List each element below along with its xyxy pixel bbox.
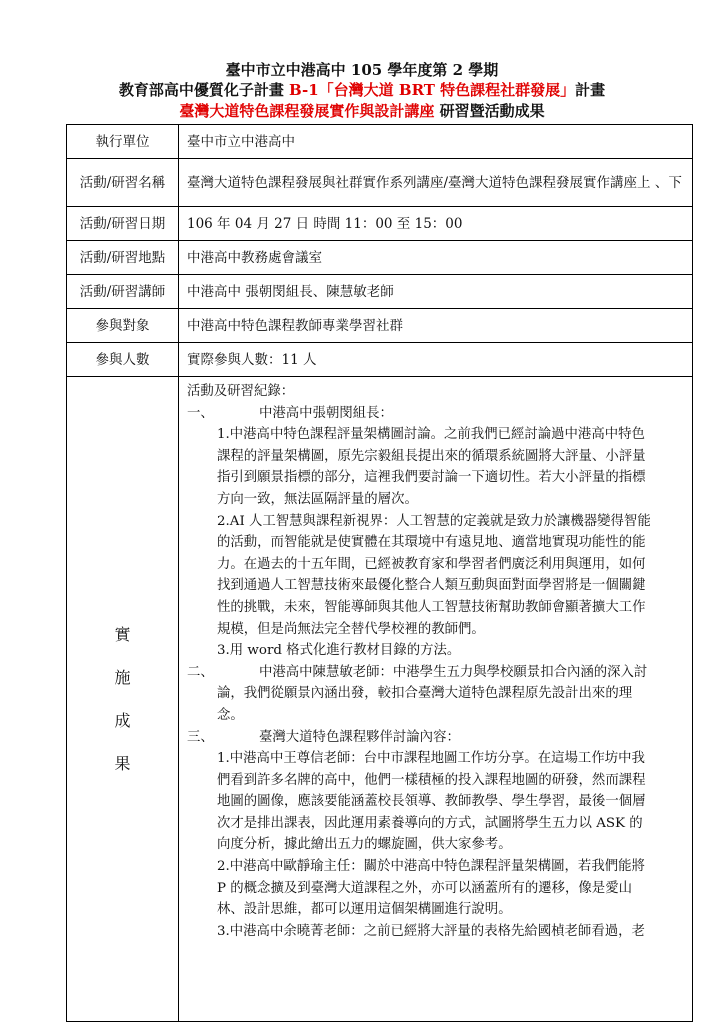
record-line: 指引到願景指標的部分，這裡我們要討論一下適切性。若大小評量的指標: [217, 470, 646, 486]
program-title-prefix: 教育部高中優質化子計畫: [118, 81, 290, 99]
results-label-char: 果: [114, 754, 131, 773]
record-line: 3.用 word 格式化進行教材目錄的方法。: [217, 643, 461, 659]
table-row: [67, 275, 693, 309]
event-title-suffix: 研習暨活動成果: [434, 102, 545, 120]
section-heading: [187, 662, 684, 684]
record-line: 的活動，而智能就是使實體在其環境中有遠見地、適當地實現功能性的能: [217, 535, 646, 551]
section-number: 三、: [187, 729, 214, 745]
row-label: 參與人數: [67, 343, 179, 377]
record-line: 力。在過去的十五年間，已經被教育家和學習者們廣泛利用與運用，如何: [217, 556, 646, 572]
record-line: 林、設計思維，都可以運用這個架構圖進行說明。: [217, 902, 512, 918]
record-line: 2.AI 人工智慧與課程新視界：人工智慧的定義就是致力於讓機器變得智能: [217, 513, 651, 529]
row-value: 中港高中 張朝閔組長、陳慧敏老師: [179, 275, 693, 309]
section-heading: [187, 727, 684, 749]
row-label: 活動/研習日期: [67, 207, 179, 241]
row-value: 中港高中特色課程教師專業學習社群: [179, 309, 693, 343]
record-line: 2.中港高中歐靜瑜主任：關於中港高中特色課程評量架構圖，若我們能將: [217, 859, 645, 875]
row-value: 中港高中教務處會議室: [179, 241, 693, 275]
record-intro: 活動及研習紀錄：: [187, 384, 295, 399]
record-line: 向度分析，據此繪出五力的螺旋圖，供大家參考。: [217, 837, 512, 853]
results-label-char: 實: [114, 625, 131, 644]
record-line: 地圖的圖像，應該要能涵蓋校長領導、教師教學、學生學習，最後一個層: [217, 794, 646, 810]
record-line: 論，我們從願景內涵出發，較扣合臺灣大道特色課程原先設計出來的理: [217, 686, 633, 702]
row-label: 活動/研習地點: [67, 241, 179, 275]
activity-report-table: [66, 124, 693, 1022]
record-line: 規模，但是尚無法完全替代學校裡的教師們。: [217, 621, 485, 637]
row-value: 實際參與人數：11 人: [179, 343, 693, 377]
section-heading: [187, 403, 684, 425]
event-title-highlight: 臺灣大道特色課程發展實作與設計講座: [179, 102, 435, 120]
record-line: 次才是排出課表，因此運用素養導向的方式，試圖將學生五力以 ASK 的: [217, 815, 643, 831]
table-row-results: [67, 377, 693, 1022]
event-title: [0, 101, 724, 121]
section-number: 一、: [187, 405, 214, 421]
record-line: 3.中港高中余曉菁老師：之前已經將大評量的表格先給國楨老師看過，老: [217, 923, 645, 939]
record-line: 性的挑戰，未來，智能導師與其他人工智慧技術幫助教師會顯著擴大工作: [217, 599, 646, 615]
activity-record: [179, 377, 693, 1022]
section-title: 中港高中張朝閔組長：: [259, 405, 393, 421]
record-line: 1.中港高中王尊信老師：台中市課程地圖工作坊分享。在這場工作坊中我: [217, 751, 645, 767]
row-label: 活動/研習名稱: [67, 159, 179, 207]
section-title: 中港高中陳慧敏老師：中港學生五力與學校願景扣合內涵的深入討: [259, 664, 648, 680]
table-row: [67, 241, 693, 275]
row-value: 106 年 04 月 27 日 時間 11：00 至 15：00: [179, 207, 693, 241]
table-row: [67, 125, 693, 159]
record-line: P 的概念擴及到臺灣大道課程之外，亦可以涵蓋所有的遷移，像是愛山: [217, 880, 632, 896]
table-row: [67, 309, 693, 343]
results-label-char: 施: [114, 668, 131, 687]
table-row: [67, 343, 693, 377]
row-label: 活動/研習講師: [67, 275, 179, 309]
record-line: 找到通過人工智慧技術來最優化整合人類互動與面對面學習將是一個關鍵: [217, 578, 646, 594]
program-title: [0, 80, 724, 101]
row-value: 臺灣大道特色課程發展與社群實作系列講座/臺灣大道特色課程發展實作講座上 、下: [179, 159, 693, 207]
table-row: [67, 159, 693, 207]
document-header: [0, 60, 724, 121]
section-number: 二、: [187, 664, 214, 680]
record-line: 念。: [217, 707, 244, 723]
school-semester-title: 臺中市立中港高中 105 學年度第 2 學期: [225, 61, 499, 79]
section-title: 臺灣大道特色課程夥伴討論內容：: [259, 729, 460, 745]
row-value: 臺中市立中港高中: [179, 125, 693, 159]
table-row: [67, 207, 693, 241]
results-label-char: 成: [114, 711, 131, 730]
record-line: 課程的評量架構圖，原先宗毅組長提出來的循環系統圖將大評量、小評量: [217, 448, 646, 464]
row-label: 參與對象: [67, 309, 179, 343]
record-line: 方向一致，無法區隔評量的層次。: [217, 491, 418, 507]
program-title-suffix: 計畫: [575, 81, 606, 99]
program-title-highlight: B-1「台灣大道 BRT 特色課程社群發展」: [289, 81, 576, 99]
record-line: 們看到許多名牌的高中，他們一樣積極的投入課程地圖的研發，然而課程: [217, 772, 646, 788]
row-label: 執行單位: [67, 125, 179, 159]
results-label: [67, 377, 179, 1022]
record-line: 1.中港高中特色課程評量架構圖討論。之前我們已經討論過中港高中特色: [217, 427, 645, 443]
